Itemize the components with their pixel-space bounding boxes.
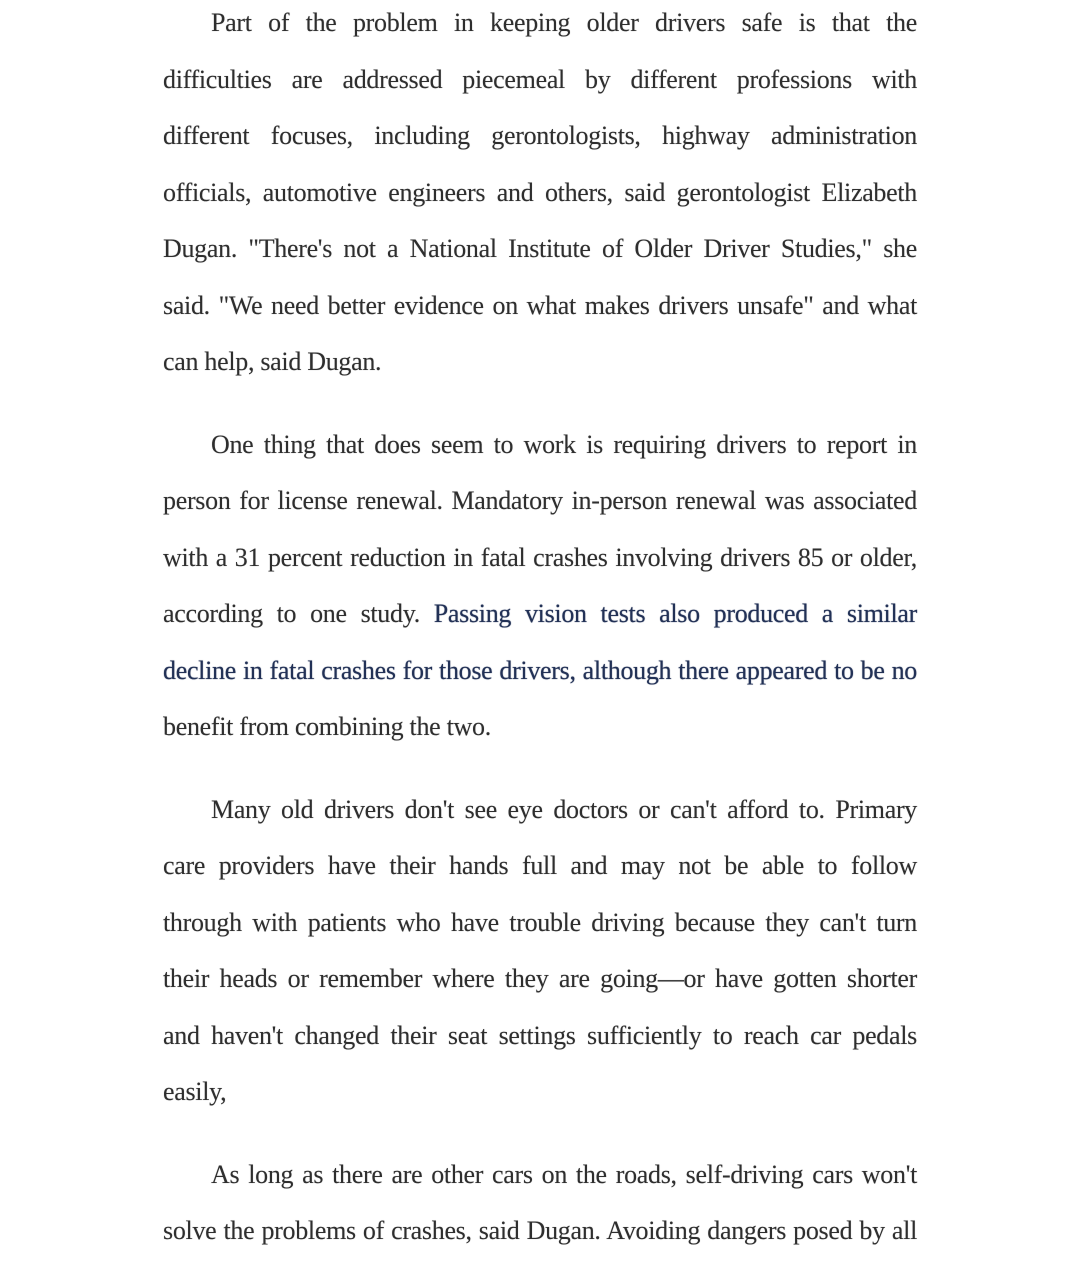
- text-line: [163, 782, 917, 839]
- text-segment: As long as there are other cars on the roads, self-driving cars won't: [211, 1159, 917, 1189]
- text-segment: solve the problems of crashes, said Dugan. Avoiding dangers posed by all: [163, 1216, 917, 1245]
- text-segment: Many old drivers don't see eye doctors or can't afford to. Primary: [211, 794, 917, 824]
- text-line: [163, 334, 917, 391]
- text-segment: care providers have their hands full and may not be able to follow: [163, 851, 917, 880]
- text-segment: can help, said Dugan.: [163, 347, 382, 376]
- text-segment: different focuses, including gerontologists, highway administration: [163, 121, 917, 150]
- text-line: [163, 278, 917, 335]
- text-segment: difficulties are addressed piecemeal by different professions with: [163, 64, 917, 94]
- emphasized-text: Passing vision tests also produced a similar: [433, 599, 917, 628]
- text-segment: with a 31 percent reduction in fatal crashes involving drivers 85 or older,: [163, 542, 917, 572]
- paragraph: [163, 0, 917, 391]
- text-line: [163, 699, 917, 756]
- text-column: [163, 0, 917, 1260]
- paragraph: [163, 1147, 917, 1260]
- text-segment: said. "We need better evidence on what makes drivers unsafe" and what: [163, 290, 917, 320]
- text-segment: and haven't changed their seat settings sufficiently to reach car pedals: [163, 1020, 917, 1050]
- emphasized-text: decline in fatal crashes for those drivers, although there appeared to be no: [163, 655, 917, 685]
- text-line: [163, 1008, 917, 1065]
- text-segment: through with patients who have trouble driving because they can't turn: [163, 907, 917, 937]
- text-line: [163, 52, 917, 109]
- text-line: [163, 1147, 917, 1204]
- text-segment: easily,: [163, 1077, 227, 1106]
- paragraph: [163, 782, 917, 1121]
- text-segment: according to one study.: [163, 599, 434, 628]
- text-line: [163, 165, 917, 222]
- text-line: [163, 108, 917, 165]
- text-line: [163, 473, 917, 530]
- text-segment: person for license renewal. Mandatory in-person renewal was associated: [163, 486, 917, 515]
- text-line: [163, 895, 917, 952]
- text-segment: their heads or remember where they are going—or have gotten shorter: [163, 964, 917, 993]
- text-line: [163, 1203, 917, 1260]
- paragraph: [163, 417, 917, 756]
- text-line: [163, 586, 917, 643]
- text-line: [163, 951, 917, 1008]
- text-segment: One thing that does seem to work is requiring drivers to report in: [211, 429, 917, 459]
- text-line: [163, 838, 917, 895]
- text-line: [163, 1064, 917, 1121]
- text-line: [163, 417, 917, 474]
- text-segment: Dugan. "There's not a National Institute of Older Driver Studies," she: [163, 234, 917, 263]
- text-line: [163, 530, 917, 587]
- text-segment: benefit from combining the two.: [163, 712, 491, 741]
- text-line: [163, 0, 917, 52]
- text-segment: Part of the problem in keeping older drivers safe is that the: [211, 8, 917, 37]
- text-line: [163, 643, 917, 700]
- text-line: [163, 221, 917, 278]
- text-segment: officials, automotive engineers and others, said gerontologist Elizabeth: [163, 177, 917, 207]
